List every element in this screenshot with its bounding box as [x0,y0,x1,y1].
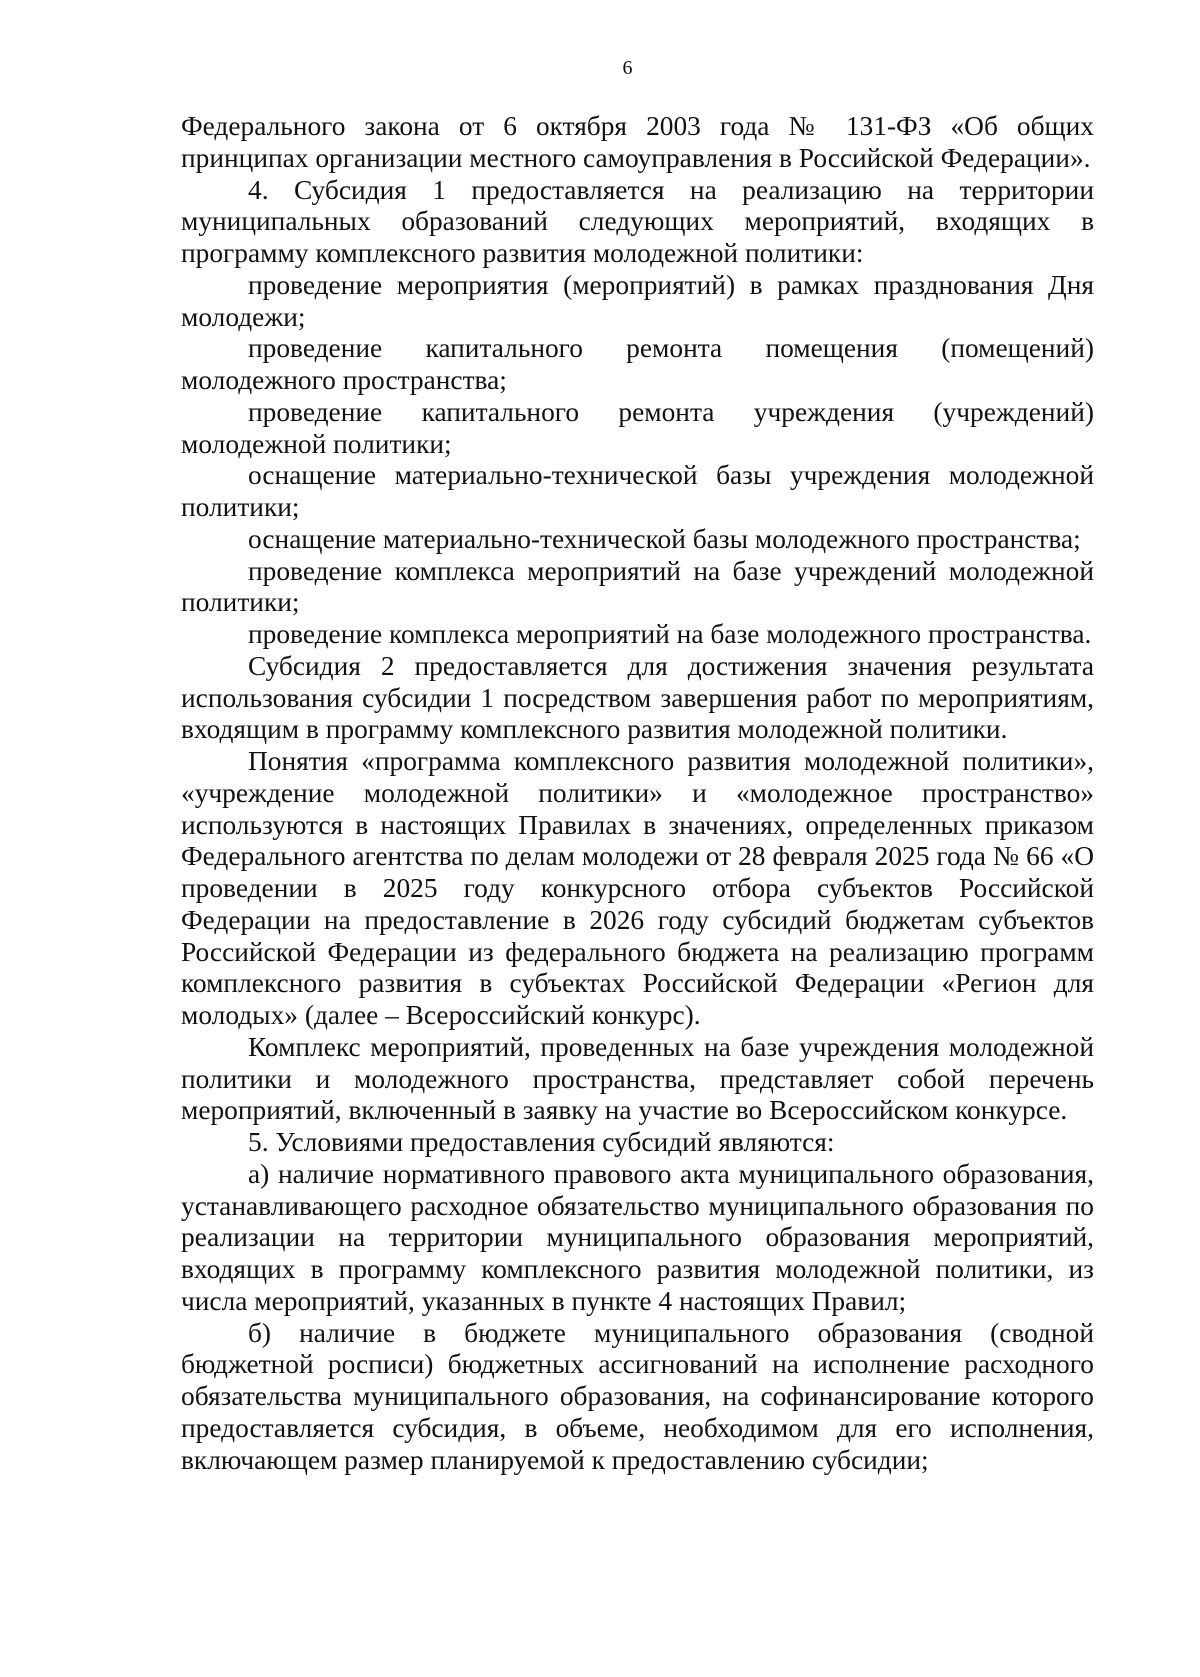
paragraph: оснащение материально-технической базы учреждения молодежной политики; [181,460,1094,522]
paragraph: Комплекс мероприятий, проведенных на базе учреждения молодежной политики и молодежного пространства, представляет собой перечень мероприятий, включенный в заявку на участие во Всероссийском конкурсе. [181,1031,1094,1126]
document-body [181,111,1094,1476]
paragraph: Понятия «программа комплексного развития молодежной политики», «учреждение молодежной политики» и «молодежное пространство» используются в настоящих Правилах в значениях, определенных приказом Федерального агентства по делам молодежи от 28 февраля 2025 года № 66 «О проведении в 2025 году конкурсного отбора субъектов Российской Федерации на предоставление в 2026 году субсидий бюджетам субъектов Российской Федерации из федерального бюджета на реализацию программ комплексного развития в субъектах Российской Федерации «Регион для молодых» (далее – Всероссийский конкурс). [181,746,1094,1030]
paragraph: Субсидия 2 предоставляется для достижения значения результата использования субсидии 1 посредством завершения работ по мероприятиям, входящим в программу комплексного развития молодежной политики. [181,650,1094,745]
paragraph: оснащение материально-технической базы молодежного пространства; [248,523,1081,554]
paragraph: 4. Субсидия 1 предоставляется на реализацию на территории муниципальных образований следующих мероприятий, входящих в программу комплексного развития молодежной политики: [181,174,1094,268]
paragraph: 5. Условиями предоставления субсидий являются: [248,1127,835,1157]
paragraph: а) наличие нормативного правового акта муниципального образования, устанавливающего расходное обязательство муниципального образования по реализации на территории муниципального образования мероприятий, входящих в программу комплексного развития молодежной политики, из числа мероприятий, указанных в пункте 4 настоящих Правил; [181,1158,1094,1316]
paragraph: проведение мероприятия (мероприятий) в рамках празднования Дня молодежи; [181,269,1094,332]
paragraph: проведение капитального ремонта учреждения (учреждений) молодежной политики; [181,396,1094,459]
paragraph: проведение комплекса мероприятий на базе молодежного пространства. [248,619,1092,649]
page-number: 6 [622,57,633,79]
paragraph: проведение комплекса мероприятий на базе учреждений молодежной политики; [181,555,1094,618]
paragraph: б) наличие в бюджете муниципального образования (сводной бюджетной росписи) бюджетных ассигнований на исполнение расходного обязательства муниципального образования, на софинансирование которого предоставляется субсидия, в объеме, необходимом для его исполнения, включающем размер планируемой к предоставлению субсидии; [181,1317,1094,1475]
paragraph: проведение капитального ремонта помещения (помещений) молодежного пространства; [181,333,1094,395]
paragraph: Федерального закона от 6 октября 2003 года № 131-ФЗ «Об общих принципах организации местного самоуправления в Российской Федерации». [181,111,1094,173]
